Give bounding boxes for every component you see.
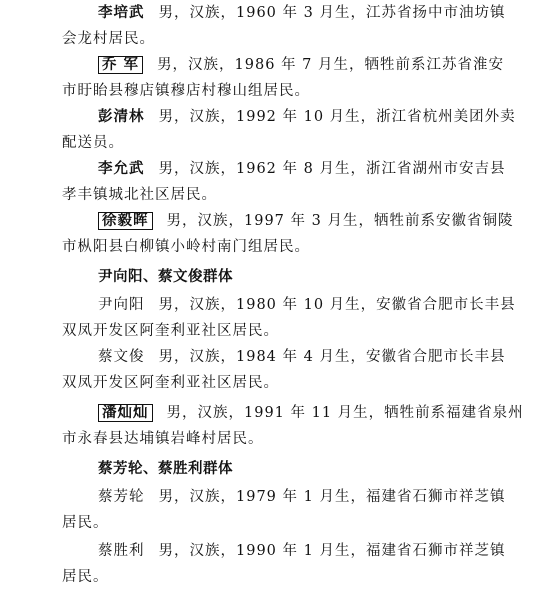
person-description: 男，汉族，1984 年 4 月生，安徽省合肥市长丰县 [158,349,506,365]
entry-first-line [98,52,504,78]
person-description: 男，汉族，1960 年 3 月生，江苏省扬中市油坊镇 [158,5,506,21]
entry-continuation-line: 居民。 [62,569,109,585]
person-name: 乔 军 [98,56,143,74]
person-name: 蔡芳轮 [98,489,145,505]
person-description: 男，汉族，1992 年 10 月生，浙江省杭州美团外卖 [158,109,516,125]
entry-continuation-line: 配送员。 [62,135,124,151]
entry-first-line [98,208,513,234]
entry-continuation-line: 双凤开发区阿奎利亚社区居民。 [62,323,279,339]
entry-first-line [98,0,505,26]
person-description: 男，汉族，1997 年 3 月生，牺牲前系安徽省铜陵 [166,213,514,229]
group-heading: 蔡芳轮、蔡胜利群体 [98,461,233,477]
entry-continuation-line: 会龙村居民。 [62,31,155,47]
person-description: 男，汉族，1962 年 8 月生，浙江省湖州市安吉县 [158,161,506,177]
person-name: 徐毅晖 [98,212,153,230]
entry-first-line [98,344,505,370]
entry-first-line [98,104,516,130]
person-name: 李培武 [98,5,145,21]
person-description: 男，汉族，1986 年 7 月生，牺牲前系江苏省淮安 [157,57,505,73]
person-name: 彭清林 [98,109,145,125]
entry-continuation-line: 双凤开发区阿奎利亚社区居民。 [62,375,279,391]
person-description: 男，汉族，1990 年 1 月生，福建省石狮市祥芝镇 [158,543,506,559]
person-description: 男，汉族，1980 年 10 月生，安徽省合肥市长丰县 [158,297,516,313]
person-name: 潘灿灿 [98,404,153,422]
person-description: 男，汉族，1979 年 1 月生，福建省石狮市祥芝镇 [158,489,506,505]
person-description: 男，汉族，1991 年 11 月生，牺牲前系福建省泉州 [166,405,524,421]
entry-continuation-line: 市盱眙县穆店镇穆店村穆山组居民。 [62,83,310,99]
entry-continuation-line: 居民。 [62,515,109,531]
entry-first-line [98,484,505,510]
person-name: 蔡胜利 [98,543,145,559]
person-name: 尹向阳 [98,297,145,313]
person-name: 李允武 [98,161,145,177]
entry-first-line [98,538,505,564]
entry-first-line [98,400,524,426]
entry-continuation-line: 市永春县达埔镇岩峰村居民。 [62,431,264,447]
person-name: 蔡文俊 [98,349,145,365]
group-heading: 尹向阳、蔡文俊群体 [98,269,233,285]
entry-continuation-line: 市枞阳县白柳镇小岭村南门组居民。 [62,239,310,255]
entry-continuation-line: 孝丰镇城北社区居民。 [62,187,217,203]
entry-first-line [98,156,505,182]
entry-first-line [98,292,516,318]
